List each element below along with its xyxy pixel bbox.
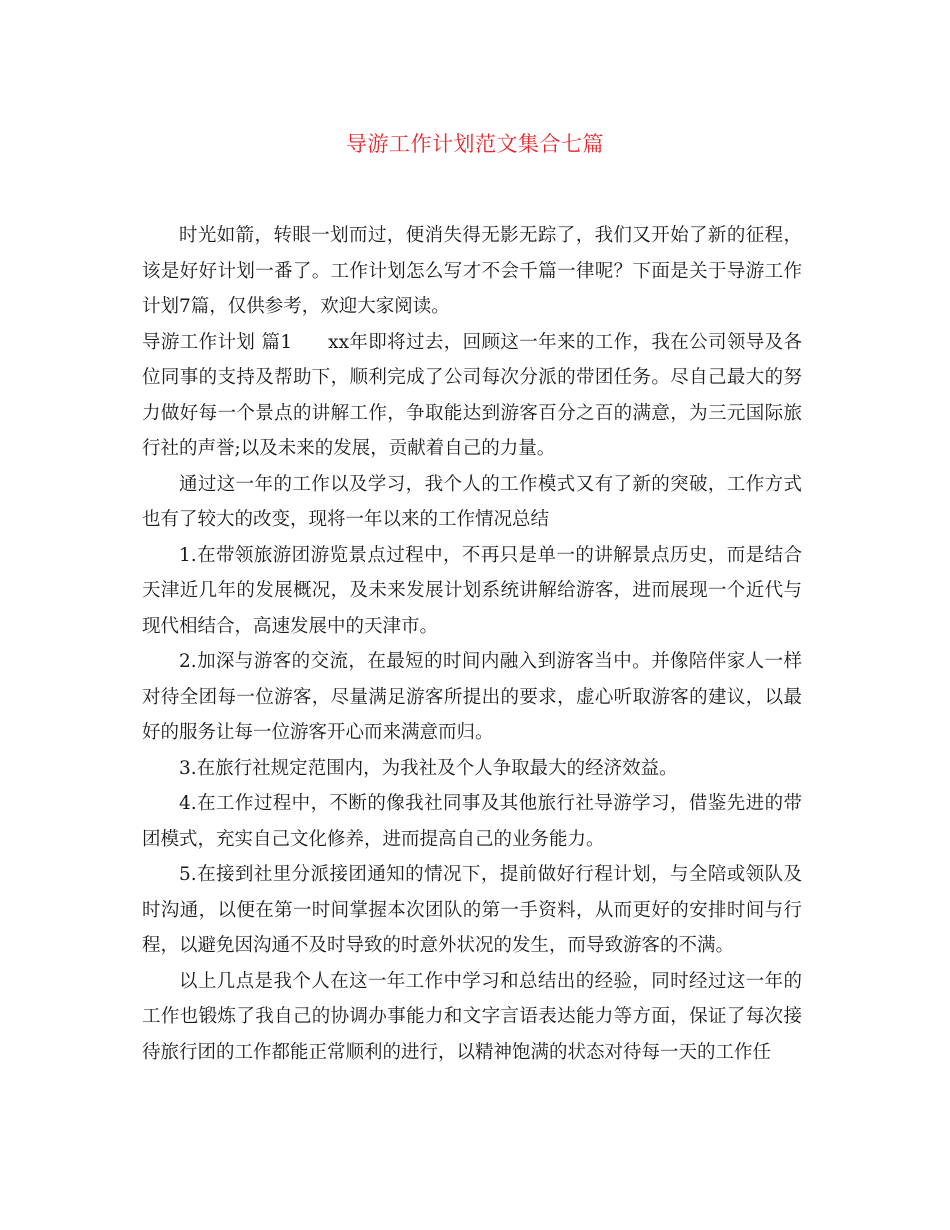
body-paragraph: 3.在旅行社规定范围内，为我社及个人争取最大的经济效益。 (179, 757, 678, 779)
section-paragraph (142, 325, 802, 467)
body-paragraph: 5.在接到社里分派接团通知的情况下，提前做好行程计划，与全陪或领队及时沟通，以便在第一时间掌握本次团队的第一手资料，从而更好的安排时间与行程，以避免因沟通不及时导致的时意外状况的发生，而导致游客的不满。 (142, 864, 802, 956)
section-first-text: xx年即将过去，回顾这一年来的工作，我在公司领导及各位同事的支持及帮助下，顺利完成了公司每次分派的带团任务。尽自己最大的努力做好每一个景点的讲解工作，争取能达到游客百分之百的满意，为三元国际旅行社的声誉;以及未来的发展，贡献着自己的力量。 (142, 331, 803, 459)
body-paragraph: 2.加深与游客的交流，在最短的时间内融入到游客当中。并像陪伴家人一样对待全团每一位游客，尽量满足游客所提出的要求，虚心听取游客的建议，以最好的服务让每一位游客开心而来满意而归。 (142, 651, 802, 743)
body-paragraph: 通过这一年的工作以及学习，我个人的工作模式又有了新的突破，工作方式也有了较大的改变，现将一年以来的工作情况总结 (142, 473, 802, 530)
body-paragraph: 以上几点是我个人在这一年工作中学习和总结出的经验，同时经过这一年的工作也锻炼了我自己的协调办事能力和文字言语表达能力等方面，保证了每次接待旅行团的工作都能正常顺利的进行，以精神饱满的状态对待每一天的工作任 (142, 970, 802, 1063)
document-title: 导游工作计划范文集合七篇 (346, 132, 604, 156)
body-paragraph: 1.在带领旅游团游览景点过程中，不再只是单一的讲解景点历史，而是结合天津近几年的发展概况，及未来发展计划系统讲解给游客，进而展现一个近代与现代相结合，高速发展中的天津市。 (142, 544, 802, 637)
document-body (142, 218, 802, 1070)
section-label: 导游工作计划 篇1 (142, 331, 293, 353)
body-paragraph: 4.在工作过程中，不断的像我社同事及其他旅行社导游学习，借鉴先进的带团模式，充实自己文化修养，进而提高自己的业务能力。 (142, 793, 802, 850)
intro-paragraph: 时光如箭，转眼一划而过，便消失得无影无踪了，我们又开始了新的征程，该是好好计划一番了。工作计划怎么写才不会千篇一律呢？下面是关于导游工作计划7篇，仅供参考，欢迎大家阅读。 (142, 225, 802, 317)
